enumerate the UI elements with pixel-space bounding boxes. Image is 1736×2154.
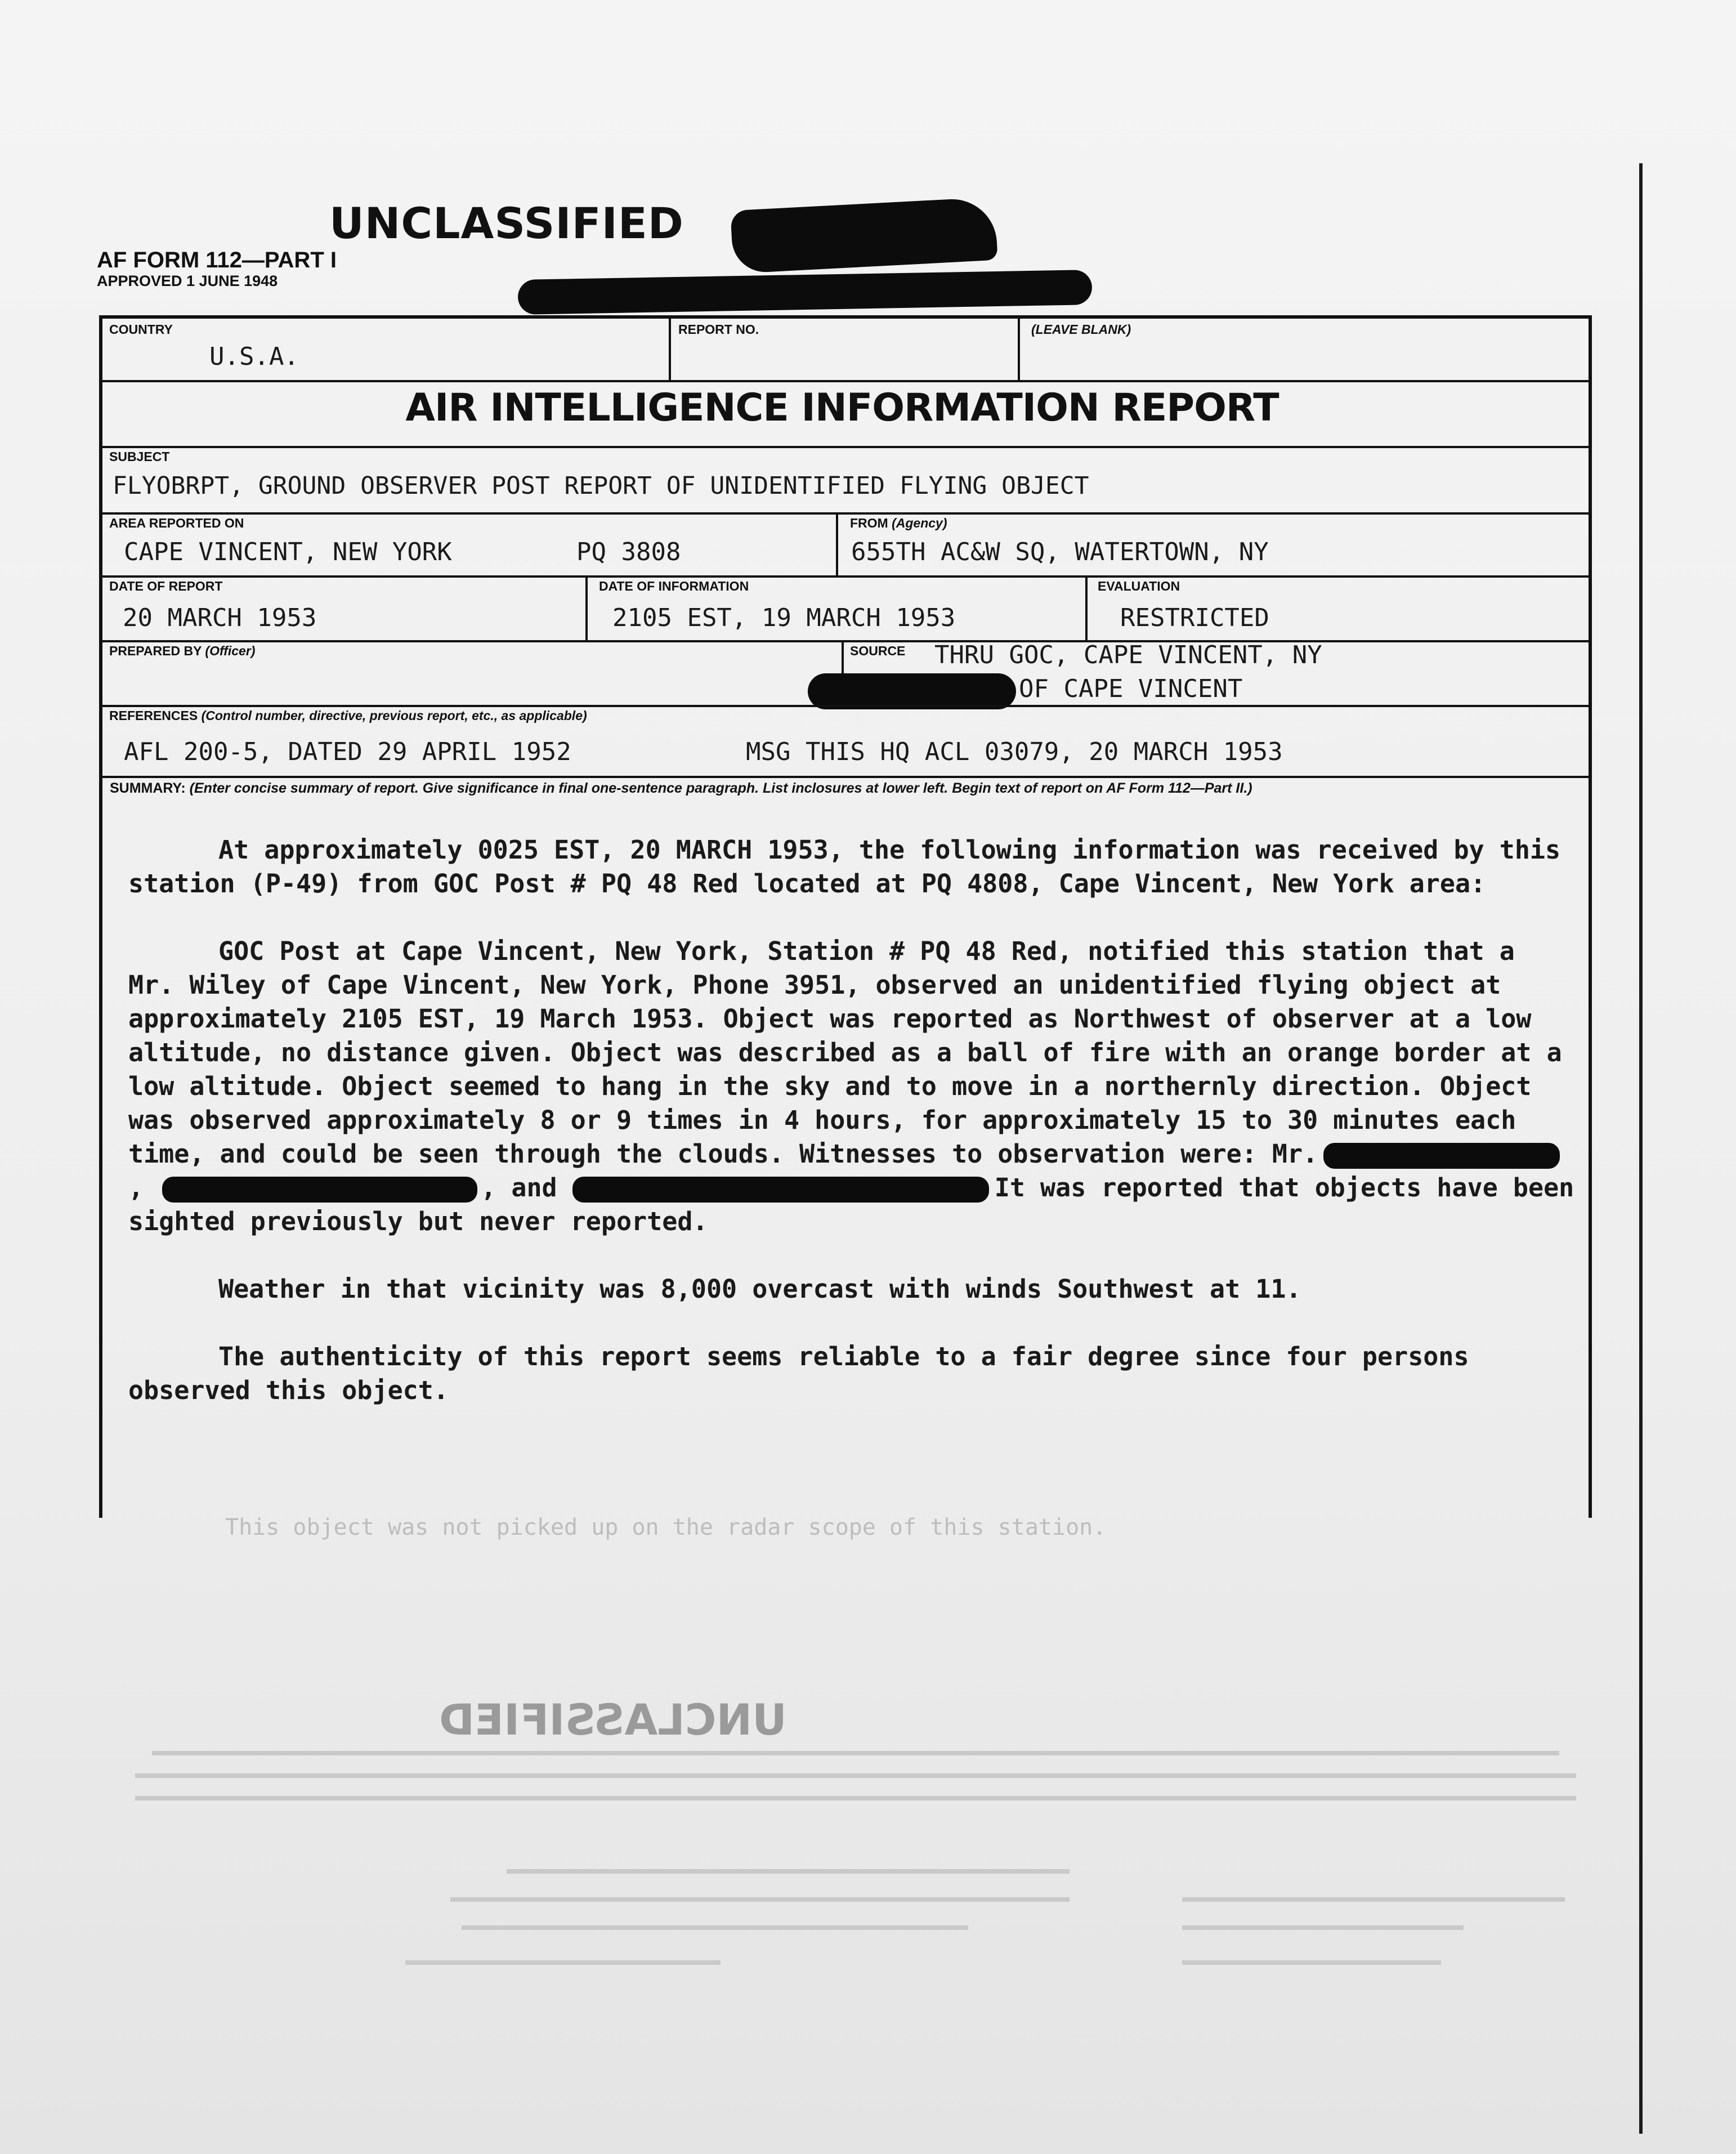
bleed-through-line: This object was not picked up on the radar scope of this station. [225,1514,1107,1540]
references-value-2: MSG THIS HQ ACL 03079, 20 MARCH 1953 [746,738,1283,766]
paragraph-4: The authenticity of this report seems reliable to a fair degree since four persons observed this object. [128,1342,1469,1405]
form-approval-date: APPROVED 1 JUNE 1948 [97,272,278,289]
references-value-1: AFL 200-5, DATED 29 APRIL 1952 [124,738,571,766]
redaction-witness-1 [1323,1143,1560,1169]
summary-label [110,780,1252,797]
bleed-line-10 [1182,1960,1441,1965]
date-of-report-value: 20 MARCH 1953 [123,604,317,632]
bleed-line-4 [507,1869,1070,1874]
prepared-divider [99,640,1589,642]
bleed-line-3 [135,1796,1576,1800]
evaluation-value: RESTRICTED [1120,604,1269,632]
from-value: 655TH AC&W SQ, WATERTOWN, NY [851,538,1269,566]
prepared-by-label-text: PREPARED BY [109,643,202,658]
paragraph-2: GOC Post at Cape Vincent, New York, Station # PQ 48 Red, notified this station that a Mr. Wiley of Cape Vincent, New York, Phone 3951, observed an unidentified flying object at approximately 2105 EST, 19 March 1953. Object was reported as Northwest of observer at a low altitude, no distance given. Object was described as a ball of fire with an orange border at a low altitude. Object seemed to hang in the sky and to move in a northernly direction. Object was observed approximately 8 or 9 times in 4 hours, for approximately 15 to 30 minutes each time, and could be seen through the clouds. Witnesses to observation were: Mr., , and It was reported that objects have been sighted previously but never reported. [128,936,1574,1236]
area-code: PQ 3808 [576,538,681,566]
bleed-line-5 [450,1897,1070,1902]
dates-col-divider-2 [1085,575,1088,640]
form-number: AF FORM 112—PART I [97,248,337,272]
bleed-line-2 [135,1773,1576,1778]
leave-blank-label: (LEAVE BLANK) [1031,322,1131,337]
paragraph-3: Weather in that vicinity was 8,000 overcast with winds Southwest at 11. [218,1274,1301,1304]
page-edge-shadow [1639,163,1643,2134]
from-label-text: FROM [850,516,888,530]
redaction-witness-2 [162,1177,477,1203]
source-value-2: OF CAPE VINCENT [1019,674,1243,703]
bleed-through-stamp: UNCLASSIFIED [439,1695,787,1745]
dates-divider [99,575,1589,578]
date-of-information-value: 2105 EST, 19 MARCH 1953 [612,604,956,632]
references-label-text: REFERENCES [109,708,198,723]
col-divider-1 [669,315,671,380]
redaction-source [808,673,1016,709]
classification-stamp: UNCLASSIFIED [329,198,684,248]
country-value: U.S.A. [209,342,299,371]
bleed-line-9 [405,1960,721,1965]
report-no-label: REPORT NO. [678,322,759,337]
paragraph-2-and: , and [481,1173,557,1203]
area-label: AREA REPORTED ON [109,516,244,530]
from-label [850,516,947,531]
paragraph-2-text: GOC Post at Cape Vincent, New York, Station # PQ 48 Red, notified this station that a Mr. Wiley of Cape Vincent, New York, Phone 3951, observed an unidentified flying object at approximately 2105 EST, 19 March 1953. Object was reported as Northwest of observer at a low altitude, no distance given. Object was described as a ball of fire with an orange border at a low altitude. Object seemed to hang in the sky and to move in a northernly direction. Object was observed approximately 8 or 9 times in 4 hours, for approximately 15 to 30 minutes each time, and could be seen through the clouds. Witnesses to observation were: Mr. [128,936,1562,1169]
report-body [128,833,1575,1441]
references-divider [99,705,1589,707]
summary-hint: (Enter concise summary of report. Give significance in final one-sentence paragraph. List inclosures at lower left. Begin text of report on AF Form 112—Part II.) [189,780,1252,796]
bleed-line-6 [1182,1897,1565,1902]
country-label: COUNTRY [109,322,173,337]
evaluation-label: EVALUATION [1098,579,1180,593]
source-value-1: THRU GOC, CAPE VINCENT, NY [934,641,1322,669]
subject-label: SUBJECT [109,449,170,464]
redaction-witness-3 [572,1177,989,1203]
subject-divider [99,446,1589,448]
dates-col-divider-1 [585,575,588,640]
row-country-divider [99,380,1589,382]
form-identifier [97,248,337,289]
references-hint: (Control number, directive, previous report, etc., as applicable) [201,708,587,723]
area-value: CAPE VINCENT, NEW YORK [124,538,452,566]
source-label: SOURCE [850,643,906,658]
bleed-line-8 [1182,1925,1464,1930]
bleed-line-7 [462,1925,968,1930]
area-col-divider [836,512,838,575]
prepared-by-label [109,643,255,659]
date-of-report-label: DATE OF REPORT [109,579,223,593]
paragraph-1: At approximately 0025 EST, 20 MARCH 1953, the following information was received by this station (P-49) from GOC Post # PQ 48 Red located at PQ 4808, Cape Vincent, New York area: [128,835,1561,899]
bleed-line-1 [152,1751,1559,1755]
redaction-header-1 [730,197,997,274]
summary-label-text: SUMMARY: [110,780,186,796]
redaction-header-2 [518,270,1093,315]
paragraph-2-tail: It was reported that objects have been sighted previously but never reported. [128,1173,1574,1236]
report-title: AIR INTELLIGENCE INFORMATION REPORT [405,386,1279,430]
references-label [109,708,587,723]
from-hint: (Agency) [892,516,947,530]
col-divider-2 [1018,315,1020,380]
prepared-by-hint: (Officer) [205,643,256,658]
date-of-information-label: DATE OF INFORMATION [599,579,749,593]
subject-value: FLYOBRPT, GROUND OBSERVER POST REPORT OF UNIDENTIFIED FLYING OBJECT [113,472,1089,500]
area-divider [99,512,1589,515]
summary-divider [99,776,1589,778]
